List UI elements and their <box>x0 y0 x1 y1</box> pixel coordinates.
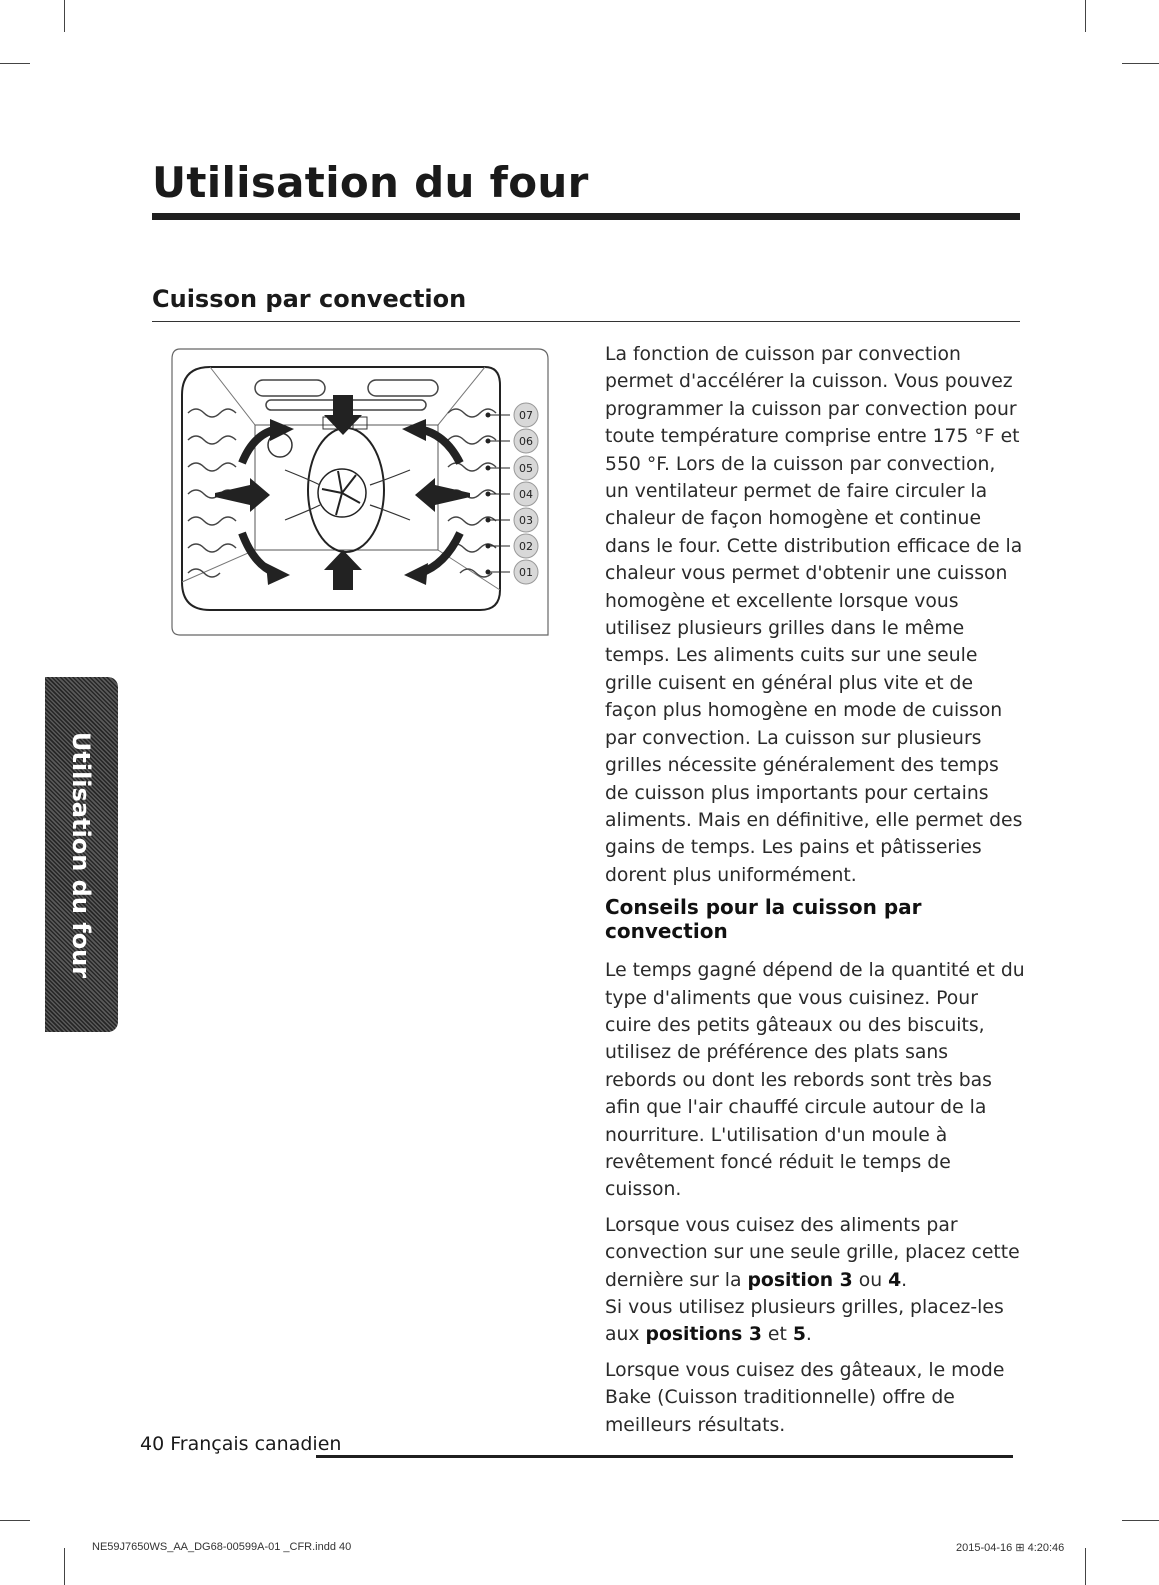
crop-mark <box>64 1548 65 1585</box>
crop-mark <box>1122 63 1159 64</box>
tips-heading: Conseils pour la cuisson par convection <box>605 895 922 944</box>
crop-mark <box>1122 1520 1159 1521</box>
tip-single-rack: Lorsque vous cuisez des aliments par convection sur une seule grille, placez cette dernière sur la position 3 ou 4. <box>605 1214 1020 1291</box>
tip-paragraph: Le temps gagné dépend de la quantité et du type d'aliments que vous cuisinez. Pour cuire des petits gâteaux ou des biscuits, utilisez de préférence des plats sans rebords ou dont les rebords sont très bas afin que l'air chauffé circule autour de la nourriture. L'utilisation d'un moule à revêtement foncé réduit le temps de cuisson. <box>605 960 1025 1201</box>
chapter-side-tab <box>45 677 118 1032</box>
side-tab-label: Utilisation du four <box>67 731 95 979</box>
intro-paragraph: La fonction de cuisson par convection permet d'accélérer la cuisson. Vous pouvez programmer la cuisson par convection pour toute température comprise entre 175 °F et 550 °F. Lors de la cuisson par convection, un ventilateur permet de faire circuler la chaleur de façon homogène et continue dans le four. Cette distribution efficace de la chaleur vous permet d'obtenir une cuisson homogène et excellente lorsque vous utilisez plusieurs grilles dans le même temps. Les aliments cuits sur une seule grille cuisent en général plus vite et de façon plus homogène en mode de cuisson par convection. La cuisson sur plusieurs grilles nécessite généralement des temps de cuisson plus importants pour certains aliments. Mais en définitive, elle permet des gains de temps. Les pains et pâtisseries dorent plus uniformément. <box>605 344 1023 886</box>
crop-mark <box>1085 1548 1086 1585</box>
page-footer <box>140 1433 341 1455</box>
svg-text:03: 03 <box>519 514 533 527</box>
footer-language: Français canadien <box>170 1433 342 1455</box>
crop-mark <box>1085 0 1086 32</box>
crop-mark <box>0 1520 30 1521</box>
svg-text:07: 07 <box>519 409 533 422</box>
body-text-column <box>605 341 1025 1439</box>
crop-mark <box>64 0 65 32</box>
oven-illustration <box>170 345 550 643</box>
crop-mark <box>0 63 30 64</box>
rack-position-highlight: 4 <box>888 1269 902 1291</box>
title-rule <box>152 213 1020 220</box>
svg-text:04: 04 <box>519 488 533 501</box>
rack-position-highlight: positions 3 <box>645 1324 762 1346</box>
print-timestamp: 2015-04-16 ⊞ 4:20:46 <box>956 1542 1065 1554</box>
rack-position-highlight: 5 <box>792 1324 806 1346</box>
footer-rule <box>316 1455 1013 1458</box>
tip-multi-rack: Si vous utilisez plusieurs grilles, placez-les aux positions 3 et 5. <box>605 1297 1004 1346</box>
rack-position-highlight: position 3 <box>747 1269 853 1291</box>
svg-text:02: 02 <box>519 540 533 553</box>
convection-oven-diagram <box>170 345 550 643</box>
page-number: 40 <box>140 1433 165 1455</box>
tip-paragraph: Lorsque vous cuisez des gâteaux, le mode Bake (Cuisson traditionnelle) offre de meilleurs résultats. <box>605 1359 1005 1436</box>
section-title: Cuisson par convection <box>152 285 467 313</box>
svg-text:01: 01 <box>519 566 533 579</box>
section-rule <box>152 321 1020 322</box>
svg-text:06: 06 <box>519 435 533 448</box>
svg-text:05: 05 <box>519 462 533 475</box>
page-title: Utilisation du four <box>152 158 589 207</box>
print-file-info: NE59J7650WS_AA_DG68-00599A-01 _CFR.indd 40 <box>92 1541 352 1553</box>
